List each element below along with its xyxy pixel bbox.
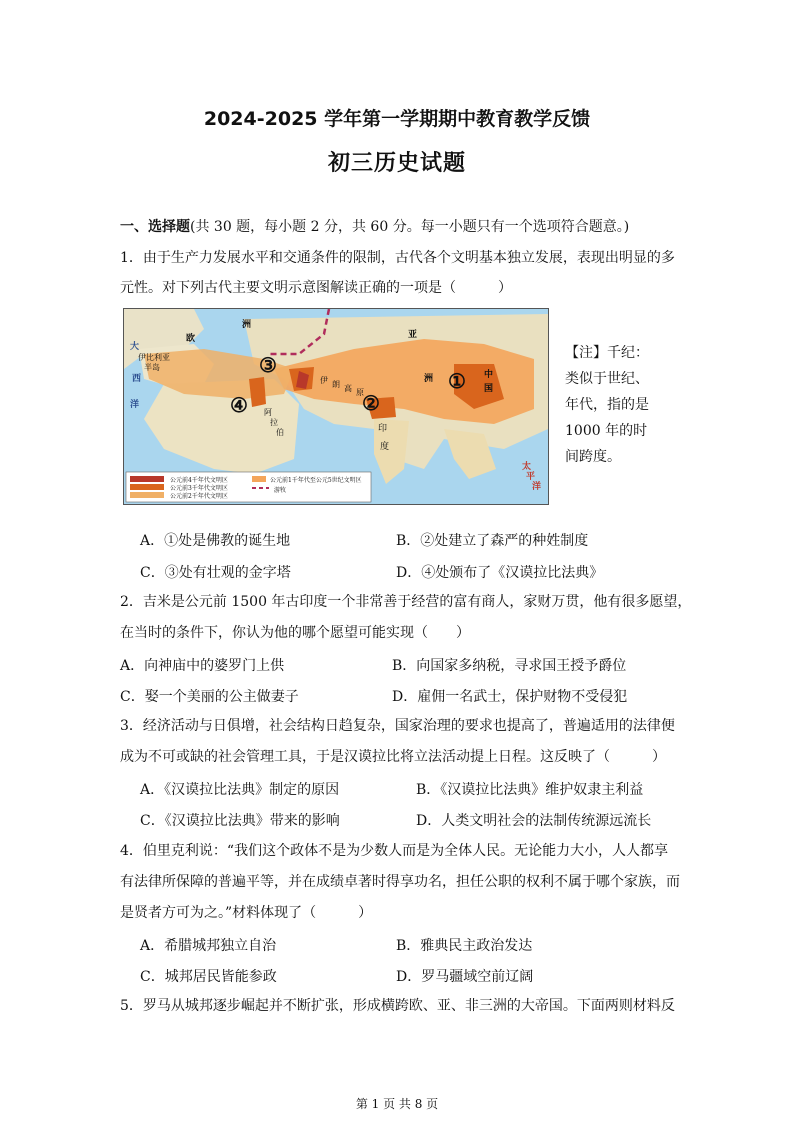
map-label: 亚 (408, 330, 418, 340)
map-marker-4: ④ (230, 393, 248, 417)
map-label: 西 (132, 374, 142, 384)
map-label: 太 (522, 462, 532, 472)
map-label: 洋 (532, 482, 542, 492)
page-footer: 第 1 页 共 8 页 (355, 1097, 439, 1111)
q3-option-a[interactable]: A．《汉谟拉比法典》制定的原因 (140, 782, 340, 798)
map-label: 高 (344, 384, 352, 393)
map-label: 欧 (186, 334, 196, 344)
q1-stem-line1: 1．由于生产力发展水平和交通条件的限制，古代各个文明基本独立发展，表现出明显的多 (120, 250, 675, 266)
map-label: 洲 (424, 374, 434, 384)
q4-option-a[interactable]: A．希腊城邦独立自治 (140, 938, 277, 954)
q2-option-d[interactable]: D．雇佣一名武士，保护财物不受侵犯 (392, 689, 628, 705)
map-label: 洋 (130, 400, 140, 410)
map-label: 平 (526, 472, 536, 482)
q2-option-b[interactable]: B．向国家多纳税，寻求国王授予爵位 (392, 658, 627, 674)
q3-option-c[interactable]: C．《汉谟拉比法典》带来的影响 (140, 813, 340, 829)
map-label: 印 (378, 424, 388, 434)
q4-option-d[interactable]: D．罗马疆域空前辽阔 (396, 969, 534, 985)
map-label: 洲 (242, 320, 252, 330)
map-label: 拉 (270, 418, 278, 427)
map-legend-item: 公元前4千年代文明区 (170, 477, 228, 484)
ancient-civilizations-map (123, 308, 549, 505)
q1-option-b[interactable]: B．②处建立了森严的种姓制度 (396, 533, 589, 549)
map-label: 中 (484, 370, 494, 380)
q1-option-a[interactable]: A．①处是佛教的诞生地 (140, 533, 291, 549)
q3-stem-line1: 3．经济活动与日俱增，社会结构日趋复杂，国家治理的要求也提高了，普遍适用的法律便 (120, 718, 675, 734)
q2-option-c[interactable]: C．娶一个美丽的公主做妻子 (120, 689, 299, 705)
q5-stem-line1: 5．罗马从城邦逐步崛起并不断扩张，形成横跨欧、亚、非三洲的大帝国。下面两则材料反 (120, 998, 675, 1014)
map-legend-item: 公元前1千年代至公元5世纪文明区 (270, 477, 362, 484)
q2-stem-line2: 在当时的条件下，你认为他的哪个愿望可能实现（ ） (120, 625, 470, 641)
map-label: 原 (356, 388, 364, 397)
map-label: 度 (380, 442, 390, 452)
map-label: 伯 (276, 428, 284, 437)
q3-option-d[interactable]: D．人类文明社会的法制传统源远流长 (416, 813, 652, 829)
q4-option-b[interactable]: B．雅典民主政治发达 (396, 938, 533, 954)
q4-stem-line2: 有法律所保障的普遍平等，并在成绩卓著时得享功名，担任公职的权利不属于哪个家族，而 (120, 874, 680, 890)
map-marker-1: ① (448, 369, 466, 393)
q3-option-b[interactable]: B．《汉谟拉比法典》维护奴隶主利益 (416, 782, 644, 798)
map-legend-item: 公元前2千年代文明区 (170, 493, 228, 500)
section-label: 一、选择题 (120, 219, 190, 235)
section-heading (120, 218, 629, 236)
map-label: 伊比利亚 (138, 353, 170, 362)
q1-option-c[interactable]: C．③处有壮观的金字塔 (140, 565, 291, 581)
map-legend-item: 公元前3千年代文明区 (170, 485, 228, 492)
q3-stem-line2: 成为不可或缺的社会管理工具，于是汉谟拉比将立法活动提上日程。这反映了（ ） (120, 749, 666, 765)
exam-title: 2024-2025 学年第一学期期中教育教学反馈 (203, 108, 591, 130)
section-description: (共 30 题，每小题 2 分，共 60 分。每一小题只有一个选项符合题意。) (190, 219, 630, 235)
map-label: 阿 (264, 408, 272, 417)
map-label: 伊 (320, 376, 328, 385)
map-label: 大 (130, 342, 140, 352)
map-label: 朗 (332, 380, 340, 389)
q4-stem-line1: 4．伯里克利说：“我们这个政体不是为少数人而是为全体人民。无论能力大小，人人都享 (120, 843, 669, 859)
q2-stem-line1: 2．吉米是公元前 1500 年古印度一个非常善于经营的富有商人，家财万贯，他有很多愿望， (120, 594, 692, 610)
q4-stem-line3: 是贤者方可为之。”材料体现了（ ） (120, 905, 373, 921)
q1-option-d[interactable]: D．④处颁布了《汉谟拉比法典》 (396, 565, 604, 581)
map-label: 半岛 (144, 363, 160, 372)
q2-option-a[interactable]: A．向神庙中的婆罗门上供 (120, 658, 285, 674)
q1-note: 【注】千纪：类似于世纪、年代，指的是 1000 年的时间跨度。 (565, 345, 649, 465)
map-label: 国 (484, 384, 494, 394)
map-marker-3: ③ (259, 353, 277, 377)
map-marker-2: ② (362, 391, 380, 415)
q1-stem-line2: 元性。对下列古代主要文明示意图解读正确的一项是（ ） (120, 280, 512, 296)
q4-option-c[interactable]: C．城邦居民皆能参政 (140, 969, 277, 985)
exam-subtitle: 初三历史试题 (327, 151, 466, 176)
map-legend-item: 游牧 (274, 487, 287, 494)
